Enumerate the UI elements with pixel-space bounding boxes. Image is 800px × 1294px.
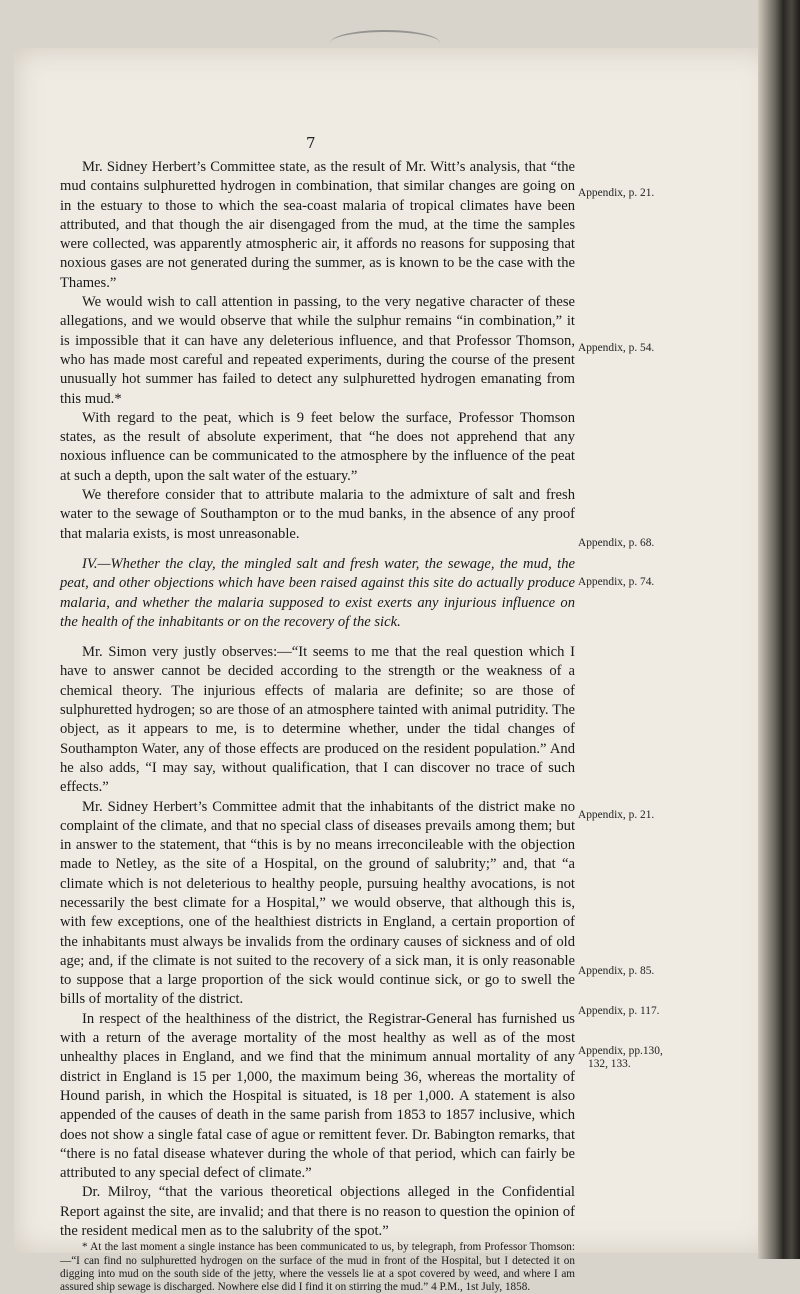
margin-note: Appendix, p. 21. <box>578 809 655 821</box>
paragraph-1: Mr. Sidney Herbert’s Committee state, as the result of Mr. Witt’s analysis, that “the mud contains sulphuretted hydrogen in combination, that similar changes are going on in the estuary to those to which the sea-coast malaria of tropical climates have been attributed, and that though the air disengaged from the mud, at the time the samples were collected, was apparently atmospheric air, it affords no reasons for supposing that noxious gases are not generated during the summer, as is known to be the case with the Thames.” <box>60 159 575 291</box>
paragraph-4: We therefore consider that to attribute malaria to the admixture of salt and fresh water to the sewage of Southampton or to the mud banks, in the absence of any proof that malaria exists, is most unreasonable. <box>60 487 575 542</box>
paragraph-8: Dr. Milroy, “that the various theoretical objections alleged in the Confidential Report against the site, are invalid; and that there is no reason to question the opinion of the resident medical men as to the salubrity of the spot.” <box>60 1184 575 1240</box>
paragraph-3: With regard to the peat, which is 9 feet below the surface, Professor Thomson states, as the result of absolute experiment, that “he does not apprehend that any noxious influence can be communicated to the atmosphere by the influence of the peat at such a depth, upon the salt water of the estuary.” <box>60 409 575 484</box>
margin-note: Appendix, p. 117. <box>578 1005 660 1017</box>
paragraph-6: Mr. Sidney Herbert’s Committee admit that the inhabitants of the district make no complaint of the climate, and that no special class of diseases prevails among them; but in answer to the statement, that “this is by no means irreconcileable with the objection made to Netley, as the site of a Hospital, on the ground of salubrity;” and, that “a climate which is not deleterious to healthy people, pursuing healthy avocations, is not necessarily the best climate for a Hospital,” we would observe, that although this is, with few exceptions, one of the healthiest districts in England, a certain proportion of the inhabitants must always be invalids from the ordinary causes of sickness and of old age; and, if the climate is not suited to the recovery of a sick man, it is only reasonable to suppose that a large proportion of the sick would continue sick, or go to swell the bills of mortality of the district. <box>60 798 575 1008</box>
paragraph-7: In respect of the healthiness of the district, the Registrar-General has furnished us with a return of the average mortality of the most healthy as well as of the most unhealthy places in England, and we find that the minimum annual mortality of any district in England is 15 per 1,000, the maximum being 36, whereas the mortality of Hound parish, in which the Hospital is situated, is 18 per 1,000. A statement is also appended of the causes of death in the same parish from 1853 to 1857 inclusive, which does not show a single fatal case of ague or remittent fever. Dr. Babington remarks, that “there is no fatal disease whatever during the whole of that period, which can fairly be attributed to any special defect of climate.” <box>60 1010 575 1182</box>
margin-note: Appendix, p. 74. <box>578 576 655 588</box>
footnote: * At the last moment a single instance has been communicated to us, by telegraph, from Professor Thomson:—“I can find no sulphuretted hydrogen on the surface of the mud in front of the Hospital, but I detected it on digging into mud on the south side of the jetty, where the vessels lie at a spot covered by weed, and where I am assured ship sewage is discharged. Nowhere else did I find it on stirring the mud.” 4 P.M., 1st July, 1858. <box>60 1241 575 1293</box>
margin-note: Appendix, pp.130, <box>578 1045 663 1057</box>
body-text <box>60 158 575 1294</box>
book-spine <box>758 0 800 1259</box>
margin-note: 132, 133. <box>588 1058 631 1070</box>
paragraph-5: Mr. Simon very justly observes:—“It seems to me that the real question which I have to answer cannot be decided according to the strength or the weakness of a chemical theory. The injurious effects of malaria are definite; so are those of sulphuretted hydrogen; so are those of an atmosphere tainted with animal putridity. The object, as it appears to me, is to determine whether, under the tidal changes of Southampton Water, any of those effects are produced on the resident population.” And he also adds, “I may say, without qualification, that I can discover no trace of such effects.” <box>60 644 575 796</box>
margin-note: Appendix, p. 85. <box>578 965 655 977</box>
page-number: 7 <box>306 134 316 152</box>
margin-note: Appendix, p. 68. <box>578 537 655 549</box>
page-curl <box>330 30 440 56</box>
paragraph-2: We would wish to call attention in passing, to the very negative character of these allegations, and we would observe that while the sulphur remains “in combination,” it is impossible that it can have any deleterious influence, and that Professor Thomson, who has made most careful and repeated experiments, during the course of the present unusually hot summer has failed to detect any sulphuretted hydrogen emanating from this mud.* <box>60 294 575 407</box>
margin-note: Appendix, p. 21. <box>578 187 655 199</box>
margin-note: Appendix, p. 54. <box>578 342 655 354</box>
section-heading: IV.—Whether the clay, the mingled salt and fresh water, the sewage, the mud, the peat, and other objections which have been raised against this site do actually produce malaria, and whether the malaria supposed to exist exerts any injurious influence on the health of the inhabitants or on the recovery of the sick. <box>60 555 575 630</box>
